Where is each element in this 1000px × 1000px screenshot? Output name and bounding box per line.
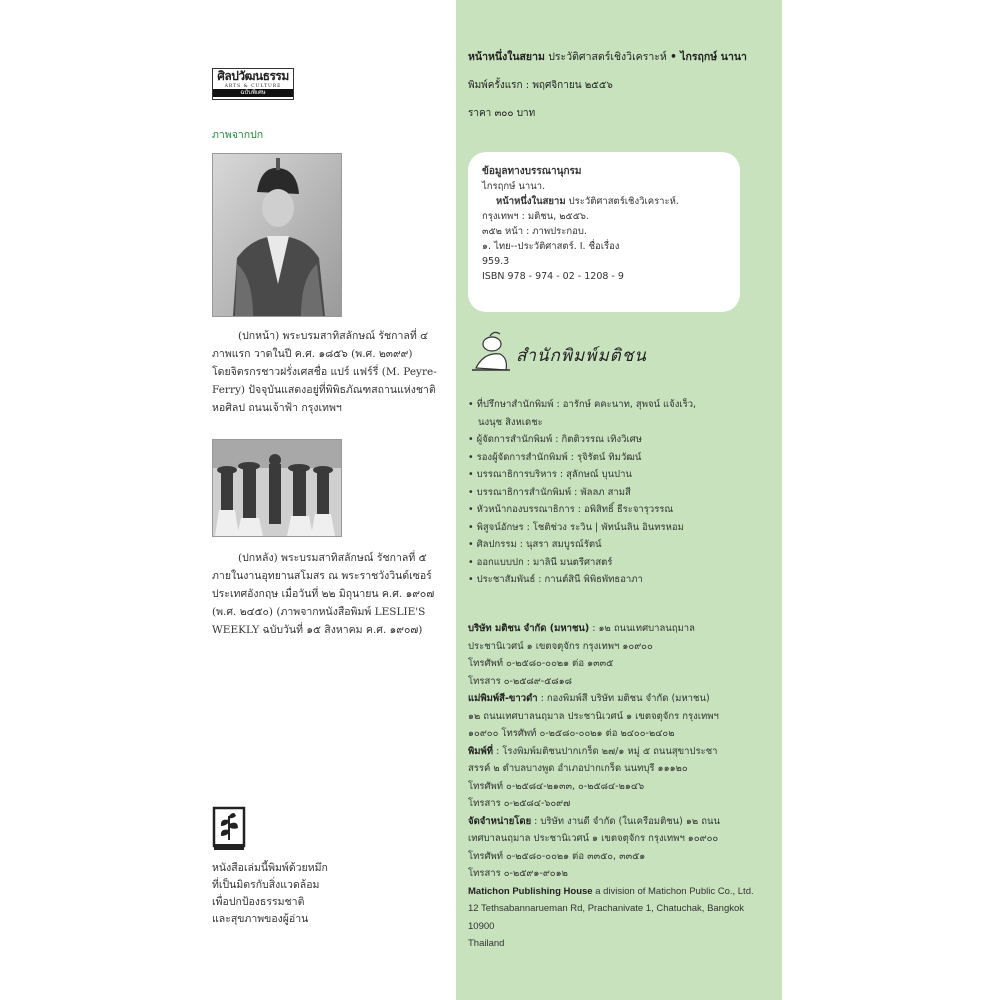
list-item: • พิสูจน์อักษร : โชติช่วง ระวิน | พัทน์นลิน อินทรหอม bbox=[468, 519, 768, 537]
staff-list: • ที่ปรึกษาสำนักพิมพ์ : อารักษ์ คคะนาท, สุพจน์ แจ้งเร็ว, นงนุช สิงหเดชะ • ผู้จัดการสำนักพิมพ์ : กิตติวรรณ เทิงวิเศษ • รองผู้จัดการสำนักพิมพ์ : รุจิรัตน์ ทิมวัฒน์ • บรรณาธิการบริหาร : สุลักษณ์ บุนปาน • บรรณาธิการสำนักพิมพ์ : พัลลภ สามสี • หัวหน้ากองบรรณาธิการ : อพิสิทธิ์ ธีระจารุวรรณ • พิสูจน์อักษร : โชติช่วง ระวิน | พัทน์นลิน อินทรหอม • ศิลปกรรม : นุสรา สมบูรณ์รัตน์ • ออกแบบปก : มาลินี มนตรีศาสตร์ • ประชาสัมพันธ์ : กานต์สินี พิพิธพัทธอาภา bbox=[468, 396, 768, 589]
company-info: บริษัท มติชน จำกัด (มหาชน) : ๑๒ ถนนเทศบาลนฤมาล ประชานิเวศน์ ๑ เขตจตุจักร กรุงเทพฯ ๑๐๙๐๐ โทรศัพท์ ๐-๒๕๘๐-๐๐๒๑ ต่อ ๑๓๓๕ โทรสาร ๐-๒๕๘๙-๕๘๑๘ แม่พิมพ์สี-ขาวดำ : กองพิมพ์สี บริษัท มติชน จำกัด (มหาชน) ๑๒ ถนนเทศบาลนฤมาล ประชานิเวศน์ ๑ เขตจตุจักร กรุงเทพฯ ๑๐๙๐๐ โทรศัพท์ ๐-๒๕๘๐-๐๐๒๑ ต่อ ๒๔๐๐-๒๔๐๒ พิมพ์ที่ : โรงพิมพ์มติชนปากเกร็ด ๒๗/๑ หมู่ ๕ ถนนสุขาประชา สรรค์ ๒ ตำบลบางพูด อำเภอปากเกร็ด นนทบุรี ๑๑๑๒๐ โทรศัพท์ ๐-๒๕๘๔-๒๑๓๓, ๐-๒๕๘๔-๒๑๔๖ โทรสาร ๐-๒๕๘๔-๖๐๙๗ จัดจำหน่ายโดย : บริษัท งานดี จำกัด (ในเครือมติชน) ๑๒ ถนน เทศบาลนฤมาล ประชานิเวศน์ ๑ เขตจตุจักร กรุงเทพฯ ๑๐๙๐๐ โทรศัพท์ ๐-๒๕๘๐-๐๐๒๑ ต่อ ๓๓๕๐, ๓๓๕๑ โทรสาร ๐-๒๕๙๑-๙๐๑๒ Matichon Publishing House a division of Matichon Public Co., Ltd. 12 Tethsabannarueman Rd, Prachanivate 1, Chatuchak, Bangkok 10900 Thailand bbox=[468, 623, 754, 949]
first-print: พิมพ์ครั้งแรก : พฤศจิกายน ๒๕๕๖ bbox=[468, 80, 613, 91]
list-item: • บรรณาธิการบริหาร : สุลักษณ์ บุนปาน bbox=[468, 466, 768, 484]
eco-ink-notice: หนังสือเล่มนี้พิมพ์ด้วยหมึก ที่เป็นมิตรกับสิ่งแวดล้อม เพื่อปกป้องธรรมชาติ และสุขภาพของผู้อ่าน bbox=[212, 862, 328, 925]
cover-label: ภาพจากปก bbox=[212, 129, 264, 141]
left-column bbox=[212, 68, 438, 639]
cataloging-data-box: ข้อมูลทางบรรณานุกรม ไกรฤกษ์ นานา. หน้าหนึ่งในสยาม ประวัติศาสตร์เชิงวิเคราะห์. กรุงเทพฯ : มติชน, ๒๕๕๖. ๓๕๒ หน้า : ภาพประกอบ. ๑. ไทย--ประวัติศาสตร์. I. ชื่อเรื่อง 959.3 ISBN 978 - 974 - 02 - 1208 - 9 bbox=[468, 152, 740, 312]
publisher-logo: สำนักพิมพ์มติชน bbox=[470, 328, 670, 378]
list-item: • ประชาสัมพันธ์ : กานต์สินี พิพิธพัทธอาภา bbox=[468, 571, 768, 589]
list-item: • หัวหน้ากองบรรณาธิการ : อพิสิทธิ์ ธีระจารุวรรณ bbox=[468, 501, 768, 519]
front-cover-caption: (ปกหน้า) พระบรมสาทิสลักษณ์ รัชกาลที่ ๔ ภาพแรก วาดในปี ค.ศ. ๑๘๕๖ (พ.ศ. ๒๓๙๙) โดยจิตรกรชาวฝรั่งเศสชื่อ แปร์ แฟร์รี่ (M. Peyre- Ferry) ปัจจุบันแสดงอยู่ที่พิพิธภัณฑสถานแห่งชาติ หอศิลป ถนนเจ้าฟ้า กรุงเทพฯ bbox=[212, 330, 437, 414]
list-item: • ออกแบบปก : มาลินี มนตรีศาสตร์ bbox=[468, 554, 768, 572]
book-info bbox=[468, 48, 768, 122]
reading-figure-icon bbox=[472, 332, 510, 370]
price: ราคา ๓๐๐ บาท bbox=[468, 108, 536, 119]
list-item: • ผู้จัดการสำนักพิมพ์ : กิตติวรรณ เทิงวิเศษ bbox=[468, 431, 768, 449]
back-cover-caption: (ปกหลัง) พระบรมสาทิสลักษณ์ รัชกาลที่ ๕ ภายในงานอุทยานสโมสร ณ พระราชวังวินด์เซอร์ ประเทศอังกฤษ เมื่อวันที่ ๒๒ มิถุนายน ค.ศ. ๑๙๐๗ (พ.ศ. ๒๔๕๐) (ภาพจากหนังสือพิมพ์ LESLIE'S WEEKLY ฉบับวันที่ ๑๕ สิงหาคม ค.ศ. ๑๙๐๗) bbox=[212, 552, 435, 636]
book-title-line: หน้าหนึ่งในสยาม ประวัติศาสตร์เชิงวิเคราะห์ • ไกรฤกษ์ นานา bbox=[468, 51, 747, 63]
front-cover-portrait bbox=[212, 153, 342, 317]
back-cover-photo bbox=[212, 439, 342, 537]
colophon-panel bbox=[456, 0, 782, 1000]
list-item: • ศิลปกรรม : นุสรา สมบูรณ์รัตน์ bbox=[468, 536, 768, 554]
list-item: • บรรณาธิการสำนักพิมพ์ : พัลลภ สามสี bbox=[468, 484, 768, 502]
list-item: • ที่ปรึกษาสำนักพิมพ์ : อารักษ์ คคะนาท, สุพจน์ แจ้งเร็ว, bbox=[468, 396, 768, 414]
list-item: • รองผู้จัดการสำนักพิมพ์ : รุจิรัตน์ ทิมวัฒน์ bbox=[468, 449, 768, 467]
magazine-logo: ศิลปวัฒนธรรม ARTS & CULTURE ฉบับพิเศษ bbox=[212, 68, 294, 100]
eco-ink-icon bbox=[212, 806, 246, 852]
